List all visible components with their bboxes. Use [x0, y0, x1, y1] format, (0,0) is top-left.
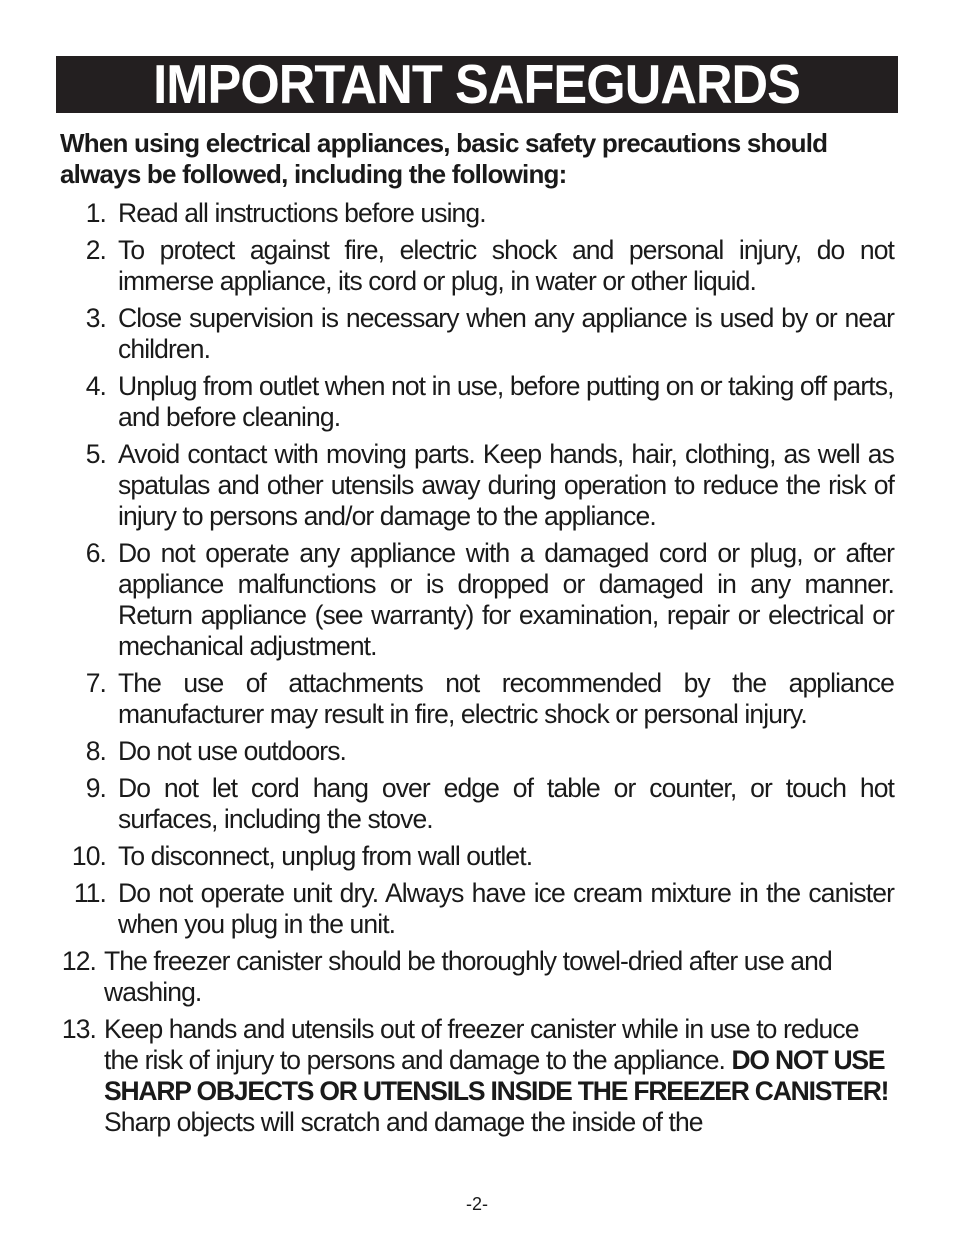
list-item — [56, 198, 894, 229]
list-item — [56, 371, 894, 433]
item-number: 13. — [61, 1014, 96, 1044]
item-text: Close supervision is necessary when any appliance is used by or near children. — [118, 303, 894, 364]
list-item — [56, 668, 894, 730]
item-text: Do not use outdoors. — [118, 736, 347, 766]
item-number: 7. — [85, 668, 106, 698]
item-number: 11. — [73, 878, 106, 908]
item-number: 9. — [85, 773, 106, 803]
intro-text: When using electrical appliances, basic safety precautions should always be followed, including the following: — [60, 128, 828, 189]
item-text: Read all instructions before using. — [118, 198, 486, 228]
list-item — [56, 303, 894, 365]
list-item — [56, 946, 894, 1008]
item-text-part: Keep hands and utensils out of freezer canister while in use to reduce the risk of injury to persons and damage to the appliance. — [104, 1014, 859, 1075]
page-title: IMPORTANT SAFEGUARDS — [153, 53, 801, 115]
item-text — [96, 1014, 894, 1138]
item-text: Do not let cord hang over edge of table or counter, or touch hot surfaces, including the stove. — [118, 773, 894, 834]
list-item — [56, 439, 894, 532]
warning-bold-text: DO NOT USE SHARP OBJECTS OR UTENSILS INSIDE THE FREEZER CANISTER! — [104, 1045, 889, 1106]
safeguards-list — [56, 198, 894, 1144]
item-text: To protect against fire, electric shock and personal injury, do not immerse appliance, its cord or plug, in water or other liquid. — [118, 235, 894, 296]
list-item — [56, 736, 894, 767]
item-number: 5. — [85, 439, 106, 469]
list-item — [56, 773, 894, 835]
list-item — [56, 841, 894, 872]
item-number: 3. — [85, 303, 106, 333]
item-number: 12. — [61, 946, 96, 976]
list-item — [56, 235, 894, 297]
item-number: 10. — [71, 841, 106, 871]
list-item — [56, 538, 894, 662]
item-number: 8. — [85, 736, 106, 766]
page-number: -2- — [466, 1194, 488, 1214]
list-item — [56, 1014, 894, 1138]
item-number: 1. — [85, 198, 106, 228]
item-text: Avoid contact with moving parts. Keep hands, hair, clothing, as well as spatulas and other utensils away during operation to reduce the risk of injury to persons and/or damage to the appliance. — [118, 439, 894, 531]
item-text: Unplug from outlet when not in use, before putting on or taking off parts, and before cleaning. — [118, 371, 894, 432]
item-number: 6. — [85, 538, 106, 568]
item-text: Do not operate any appliance with a damaged cord or plug, or after appliance malfunctions or is dropped or damaged in any manner. Return appliance (see warranty) for examination, repair or electrical or mechanical adjustment. — [118, 538, 894, 661]
item-number: 4. — [85, 371, 106, 401]
list-item — [56, 878, 894, 940]
item-text-part: Sharp objects will scratch and damage the inside of the — [104, 1107, 703, 1137]
title-bar — [56, 53, 898, 115]
item-text: Do not operate unit dry. Always have ice cream mixture in the canister when you plug in the unit. — [118, 878, 894, 939]
item-text: To disconnect, unplug from wall outlet. — [118, 841, 533, 871]
item-number: 2. — [85, 235, 106, 265]
item-text: The freezer canister should be thoroughly towel-dried after use and washing. — [104, 946, 832, 1007]
item-text: The use of attachments not recommended by the appliance manufacturer may result in fire, electric shock or personal injury. — [118, 668, 894, 729]
